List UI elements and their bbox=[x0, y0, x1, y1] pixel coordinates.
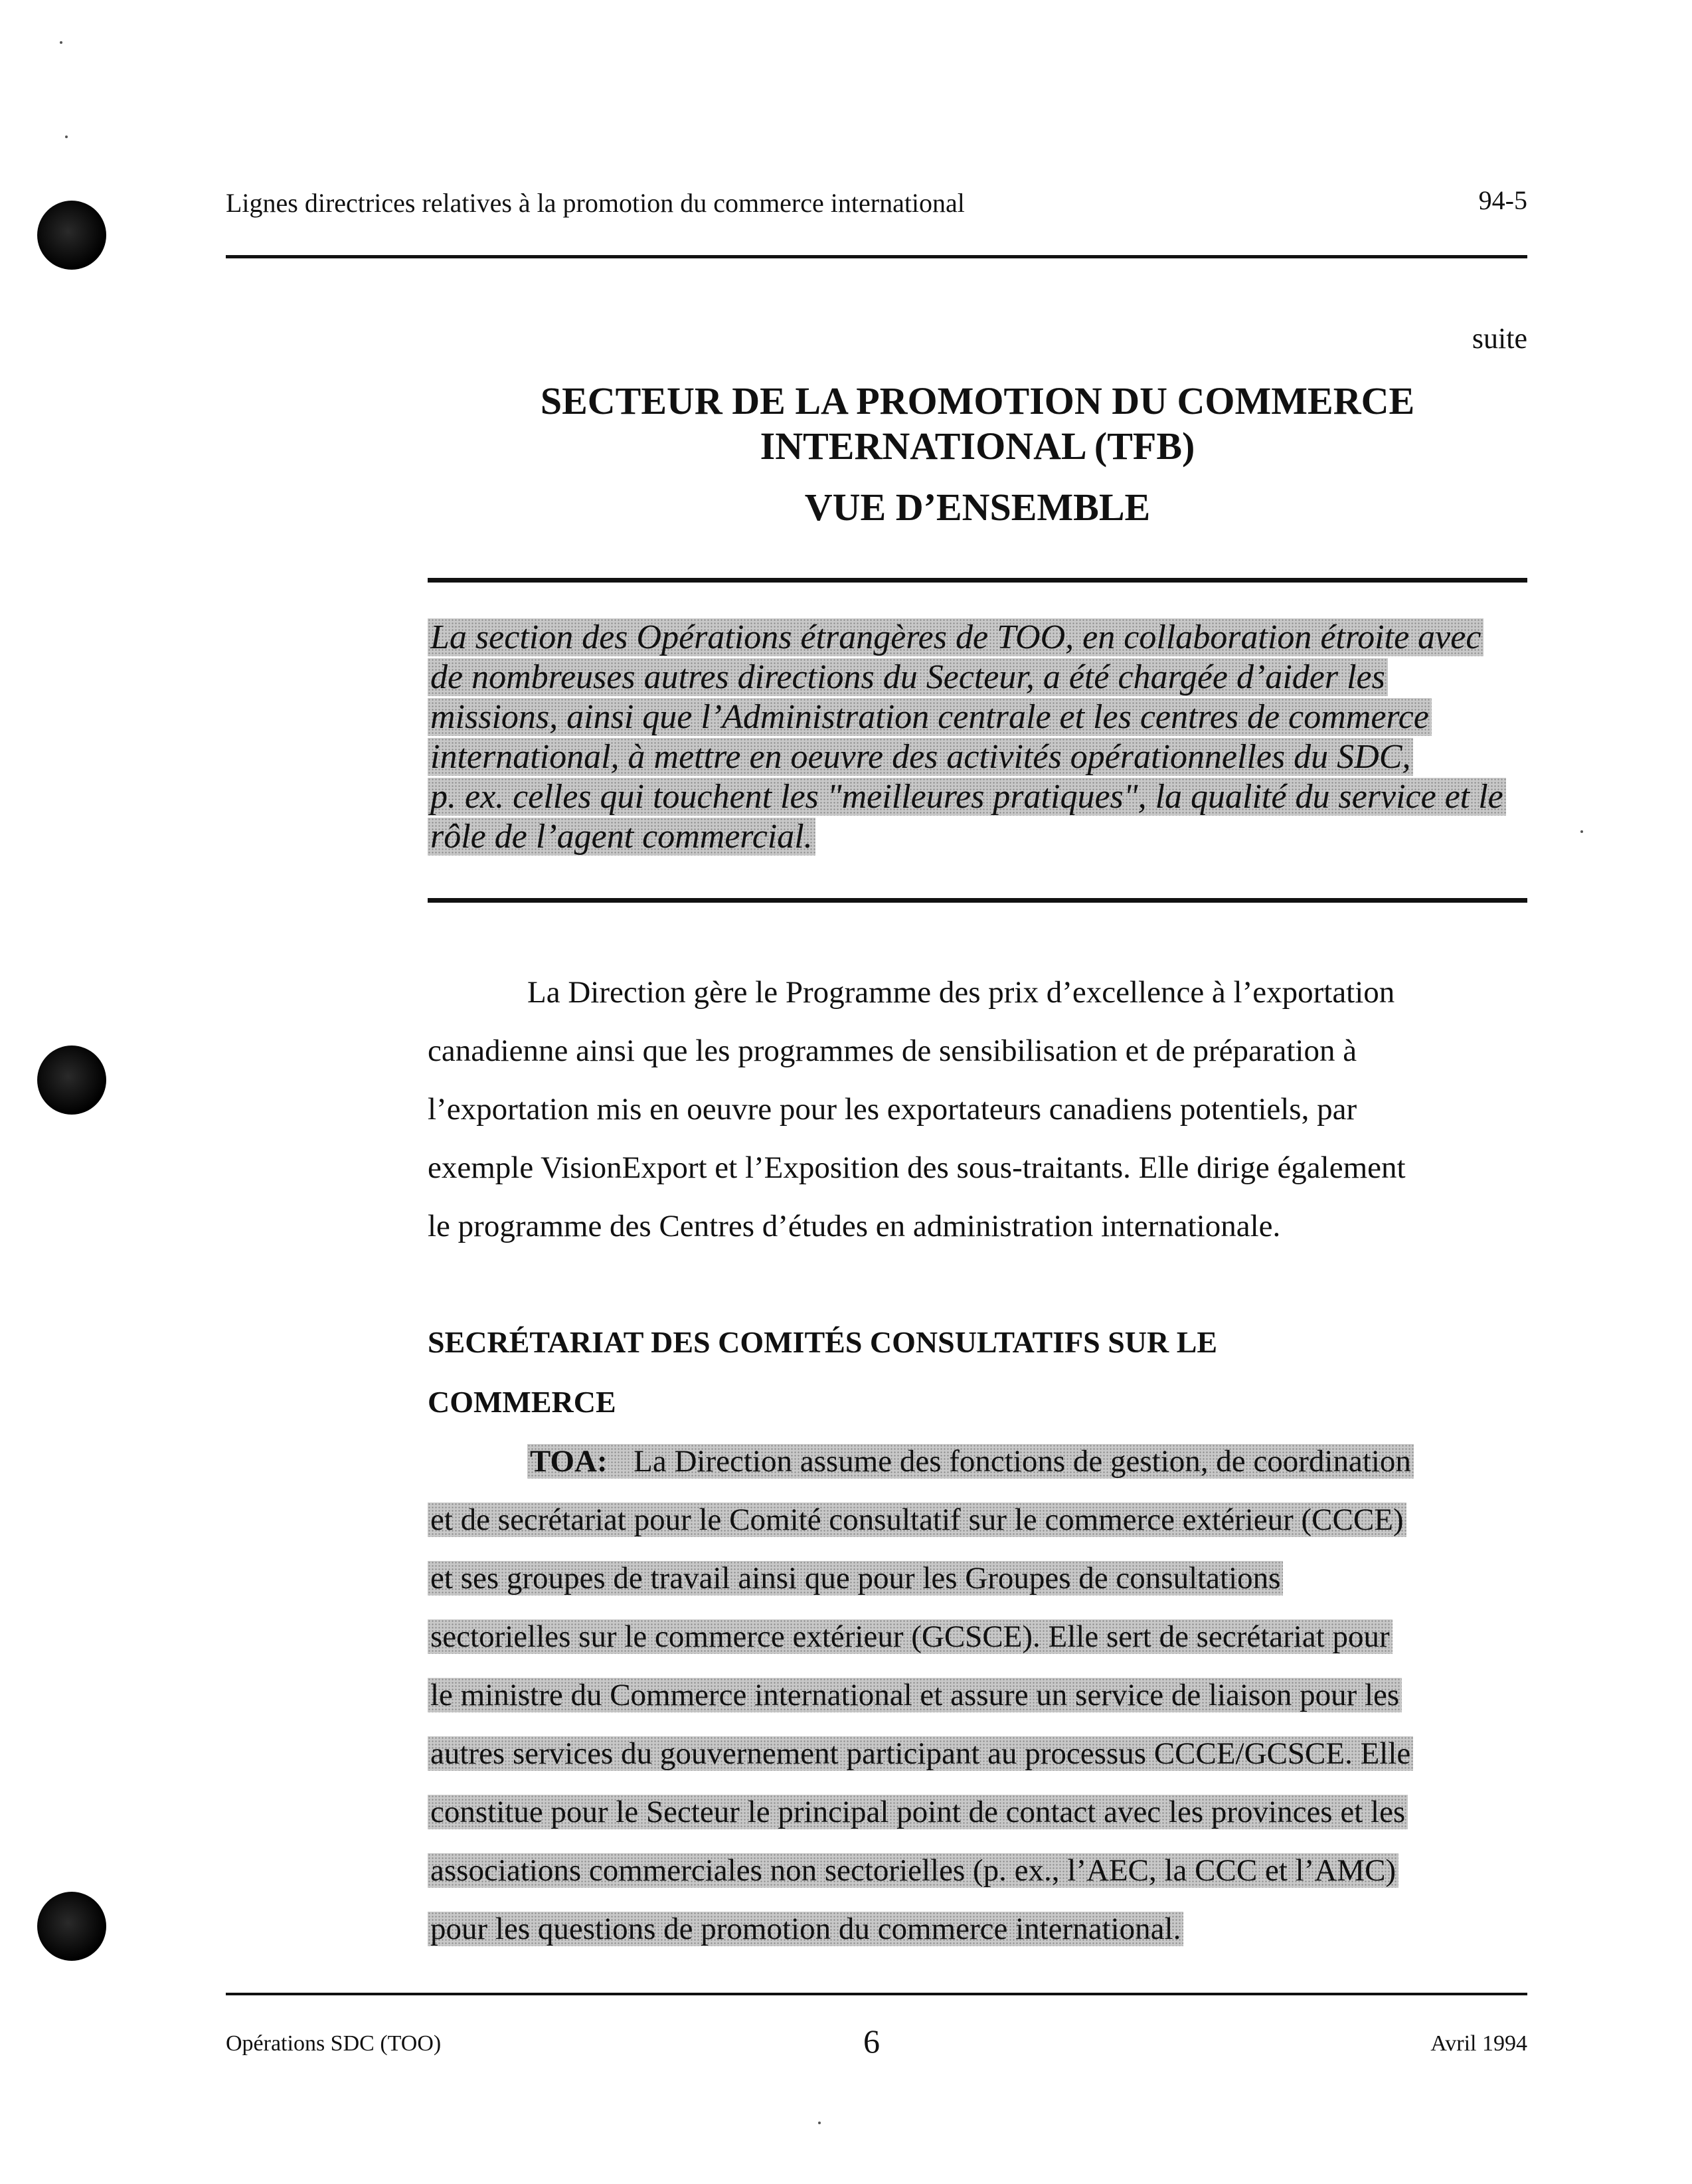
shaded-paragraph-line: sectorielles sur le commerce extérieur (GCSCE). Elle sert de secrétariat pour bbox=[428, 1607, 1543, 1666]
section-heading-line2: COMMERCE bbox=[428, 1385, 616, 1419]
page-number: 6 bbox=[863, 2023, 880, 2060]
toa-label: TOA: bbox=[527, 1444, 610, 1479]
running-title: Lignes directrices relatives à la promotion du commerce international bbox=[226, 188, 965, 218]
shaded-paragraph-line: TOA: La Direction assume des fonctions de gestion, de coordination bbox=[428, 1432, 1543, 1491]
punch-hole-top bbox=[37, 201, 106, 270]
shaded-paragraph-line: pour les questions de promotion du commerce international. bbox=[428, 1900, 1543, 1958]
footer-rule bbox=[226, 1993, 1527, 1995]
scan-speck bbox=[818, 2122, 821, 2124]
paragraph-direction bbox=[428, 963, 1543, 1255]
shaded-paragraph-line: associations commerciales non sectorielles (p. ex., l’AEC, la CCC et l’AMC) bbox=[428, 1841, 1543, 1900]
page-title-line2: INTERNATIONAL (TFB) bbox=[760, 424, 1195, 468]
section-shaded-paragraph bbox=[428, 1432, 1543, 1958]
shaded-line: international, à mettre en oeuvre des activités opérationnelles du SDC, bbox=[428, 737, 1530, 777]
scan-speck bbox=[60, 41, 62, 44]
paragraph-line: exemple VisionExport et l’Exposition des sous-traitants. Elle dirige également bbox=[428, 1150, 1406, 1185]
shaded-box bbox=[428, 618, 1530, 857]
punch-hole-bottom bbox=[37, 1892, 106, 1961]
scan-speck bbox=[65, 136, 68, 138]
shaded-line: La section des Opérations étrangères de TOO, en collaboration étroite avec bbox=[428, 618, 1530, 658]
shaded-line: p. ex. celles qui touchent les "meilleures pratiques", la qualité du service et le bbox=[428, 777, 1530, 817]
shaded-paragraph-line: le ministre du Commerce international et assure un service de liaison pour les bbox=[428, 1666, 1543, 1724]
section-heading-line1: SECRÉTARIAT DES COMITÉS CONSULTATIFS SUR LE bbox=[428, 1325, 1218, 1359]
paragraph-line: le programme des Centres d’études en administration internationale. bbox=[428, 1209, 1281, 1243]
page-title-line1: SECTEUR DE LA PROMOTION DU COMMERCE bbox=[540, 379, 1415, 422]
shaded-paragraph-line: constitue pour le Secteur le principal point de contact avec les provinces et les bbox=[428, 1783, 1543, 1841]
shaded-paragraph-line: et ses groupes de travail ainsi que pour les Groupes de consultations bbox=[428, 1549, 1543, 1607]
header-rule bbox=[226, 255, 1527, 258]
footer-left: Opérations SDC (TOO) bbox=[226, 2031, 442, 2056]
box-bottom-rule bbox=[428, 898, 1527, 903]
shaded-paragraph-line: autres services du gouvernement participant au processus CCCE/GCSCE. Elle bbox=[428, 1724, 1543, 1783]
shaded-line: de nombreuses autres directions du Secteur, a été chargée d’aider les bbox=[428, 658, 1530, 697]
box-top-rule bbox=[428, 578, 1527, 583]
page-title-line3: VUE D’ENSEMBLE bbox=[804, 486, 1151, 529]
bulletin-number: 94-5 bbox=[1478, 185, 1527, 215]
continued-label: suite bbox=[1472, 322, 1527, 355]
shaded-paragraph-line: et de secrétariat pour le Comité consultatif sur le commerce extérieur (CCCE) bbox=[428, 1491, 1543, 1549]
punch-hole-middle bbox=[37, 1046, 106, 1115]
shaded-line: rôle de l’agent commercial. bbox=[428, 817, 1530, 857]
paragraph-line: La Direction gère le Programme des prix d’excellence à l’exportation bbox=[527, 975, 1395, 1010]
footer-date: Avril 1994 bbox=[1430, 2031, 1527, 2056]
section-heading bbox=[428, 1313, 1217, 1432]
paragraph-line: canadienne ainsi que les programmes de sensibilisation et de préparation à bbox=[428, 1034, 1357, 1068]
paragraph-line: l’exportation mis en oeuvre pour les exportateurs canadiens potentiels, par bbox=[428, 1092, 1357, 1127]
shaded-line: missions, ainsi que l’Administration centrale et les centres de commerce bbox=[428, 697, 1530, 737]
scan-speck bbox=[1580, 830, 1583, 833]
